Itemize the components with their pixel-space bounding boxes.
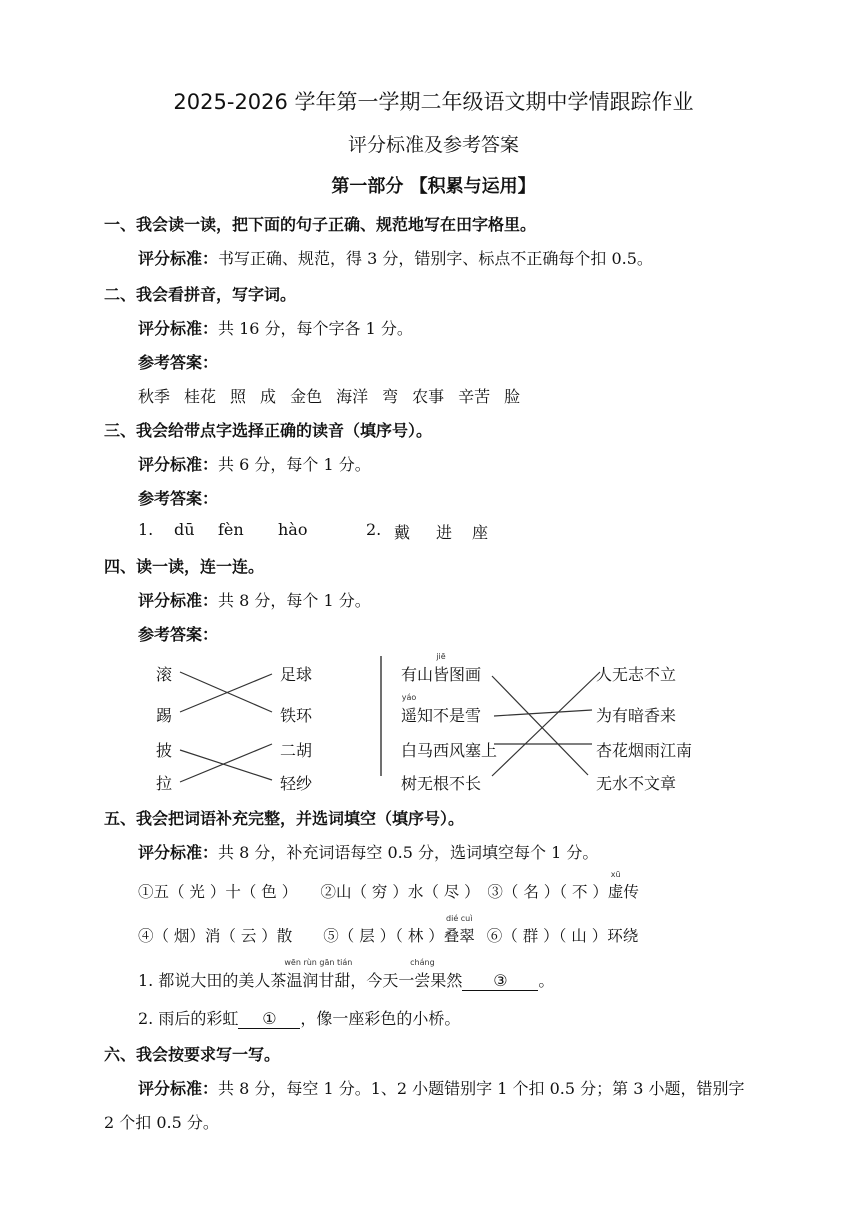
criteria-text: 共 8 分，补充词语每空 0.5 分，选词填空每个 1 分。 [218,843,599,862]
question-text: 。 [538,971,555,990]
section-2-heading: 二、我会看拼音，写字词。 [104,285,297,304]
pinyin-answer: fèn [218,520,244,539]
section-5-heading: 五、我会把词语补充完整，并选词填空（填序号）。 [104,809,465,828]
part-title: 第一部分 【积累与运用】 [331,176,536,197]
answer-word: 成 [260,387,277,406]
criteria-label: 评分标准： [138,591,219,610]
criteria-label: 评分标准： [138,249,219,268]
pinyin: yáo [401,693,417,702]
idiom-row-2 [138,914,639,946]
char-answer: 进 [436,523,453,542]
fill-question-2 [138,1006,460,1029]
answer-word: 照 [230,387,247,406]
section-6-criteria-cont: 2 个扣 0.5 分。 [104,1113,219,1132]
char: 遥 [401,706,418,725]
match-mid-item: 铁环 [280,706,313,725]
match-left-item: 拉 [156,774,173,793]
pinyin-answer: hào [278,520,308,539]
answer-word: 农事 [412,387,445,406]
page-title: 2025-2026 学年第一学期二年级语文期中学情跟踪作业 [173,90,694,114]
pinyin-char [401,693,418,726]
question-text: 果然 [430,971,463,990]
section-4-heading: 四、读一读，连一连。 [104,557,265,576]
answer-blank: ① [238,1009,300,1029]
match-mid-item: 轻纱 [280,774,313,793]
criteria-text: 共 8 分，每个 1 分。 [218,591,371,610]
answer-blank: ③ [462,971,538,991]
criteria-label: 评分标准： [138,455,219,474]
idiom-text: ⑥（ 群 ）（ 山 ）环绕 [486,927,639,945]
pinyin-char [607,870,624,902]
pinyin: xū [610,870,621,879]
section-3-answer-label: 参考答案： [138,489,219,508]
fill-question-1 [138,958,555,991]
match-left-item: 踢 [156,706,173,725]
pinyin: wēn rùn gān tián [284,958,353,967]
char-answer: 戴 [394,523,411,542]
answer-word: 辛苦 [458,387,491,406]
question-text: ，今天一 [350,971,415,990]
poem-text: 有山 [401,665,434,684]
match-left-item: 滚 [156,665,173,684]
poem-right-item: 无水不文章 [596,774,677,793]
match-line [180,750,272,780]
match-line [492,676,588,775]
criteria-label: 评分标准： [138,843,219,862]
section-6-heading: 六、我会按要求写一写。 [104,1045,281,1064]
poem-left-item: 树无根不长 [401,774,482,793]
criteria-text: 共 16 分，每个字各 1 分。 [218,319,413,338]
section-2-answer-label: 参考答案： [138,353,219,372]
answer-word: 桂花 [184,387,217,406]
section-1-heading: 一、我会读一读，把下面的句子正确、规范地写在田字格里。 [104,215,537,234]
criteria-text: 共 6 分，每个 1 分。 [218,455,371,474]
pinyin-char [433,652,450,685]
idiom-text: ④（ 烟）消（ 云 ）散 ⑤（ 层 ）（ 林 ） [138,927,444,945]
idiom-text: 传 [623,883,639,901]
answer-word: 金色 [290,387,323,406]
match-line [494,710,592,716]
pinyin: dié cuì [446,914,473,923]
match-line [180,744,272,782]
poem-right-item: 人无志不立 [596,665,677,684]
poem-left-item [401,693,482,726]
answer-word: 秋季 [138,387,171,406]
answer-word: 海洋 [336,387,369,406]
poem-right-item: 杏花烟雨江南 [596,741,693,760]
answer-word: 脸 [504,387,521,406]
criteria-label: 评分标准： [138,319,219,338]
page-subtitle: 评分标准及参考答案 [347,134,519,156]
section-3-answer-2-label: 2. [366,520,382,539]
section-3-answer-1-label: 1. [138,520,154,539]
criteria-text: 书写正确、规范，得 3 分，错别字、标点不正确每个扣 0.5。 [218,249,653,268]
poem-text: 图画 [449,665,482,684]
section-4-answer-label: 参考答案： [138,625,219,644]
section-5-criteria [138,840,598,863]
pinyin-answer: dū [174,520,195,539]
poem-left-item [401,652,482,685]
char: 温润甘甜 [286,971,351,990]
match-mid-item: 二胡 [280,741,313,760]
match-line [492,672,600,776]
char: 叠翠 [443,927,475,945]
criteria-text: 共 8 分，每空 1 分。1、2 小题错别字 1 个扣 0.5 分；第 3 小题，错别字 [218,1079,745,1098]
match-left-item: 披 [156,741,173,760]
pinyin-char [410,958,435,991]
question-text: ，像一座彩色的小桥。 [300,1009,461,1028]
char: 皆 [433,665,450,684]
idiom-row-1 [138,870,639,902]
char-answer: 座 [472,523,489,542]
pinyin: cháng [410,958,435,967]
section-6-criteria [138,1076,745,1099]
answer-word: 弯 [382,387,399,406]
pinyin-char [284,958,353,991]
pinyin: jiē [436,652,446,661]
char: 虚 [607,883,624,901]
poem-right-item: 为有暗香来 [596,706,677,725]
question-text: 2. 雨后的彩虹 [138,1009,239,1028]
poem-left-item: 白马西风塞上 [401,741,498,760]
question-text: 1. 都说大田的美人茶 [138,971,287,990]
idiom-text: ①五（ 光 ）十（ 色 ） ②山（ 穷 ）水（ 尽 ） ③（ 名 ）（ 不 ） [138,883,608,901]
poem-text: 知不是雪 [417,706,482,725]
criteria-label: 评分标准： [138,1079,219,1098]
section-3-heading: 三、我会给带点字选择正确的读音（填序号）。 [104,421,433,440]
pinyin-char [443,914,475,946]
match-mid-item: 足球 [280,665,313,684]
char: 尝 [414,971,431,990]
